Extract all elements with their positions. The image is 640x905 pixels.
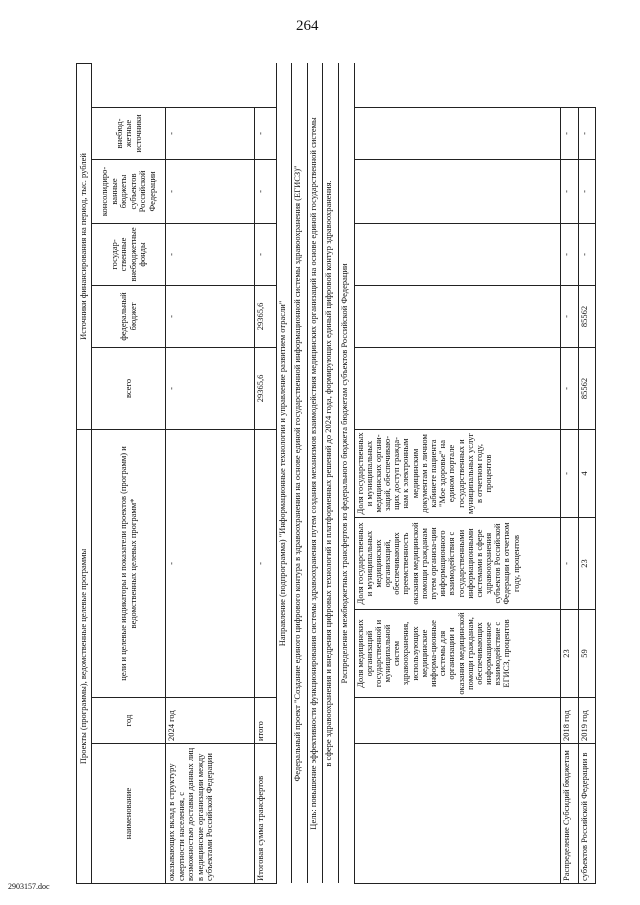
row-2018-ind2: - [561, 518, 578, 610]
rotated-table-page [76, 64, 596, 884]
distribution-heading: Распределение межбюджетных трансфертов из федерального бюджета бюджетам субъектов Российской Федерации [338, 63, 354, 883]
total-row-year: итого [254, 698, 276, 744]
row-2019-ind1: 59 [578, 610, 595, 698]
row-2019-consolidated: - [578, 159, 595, 223]
total-row-name: Итоговая сумма трансфертов [254, 744, 276, 884]
row-goals: - [166, 429, 255, 697]
row-2019-name: субъектов Российской Федерации в [578, 744, 595, 884]
goal-line-2: в сфере здравоохранения и внедрения цифровых технологий и платформенных решений до 2024 года, формирующих единый цифровой контур здравоохранения. [323, 63, 338, 883]
row-consolidated: - [166, 159, 255, 223]
indicator-1: Доля медицинских организаций государственной и муниципальной систем здравоохранения, использующих медицинские информа-ционные системы для организации и оказания медицинской помощи гражданам, обеспечивающих информационное взаимодействие с ЕГИСЗ, процентов [354, 610, 561, 698]
row-2019-extrabudget: - [578, 107, 595, 159]
row-2018-state-funds: - [561, 223, 578, 285]
sources-group-header: Источники финансирования на период, тыс. рублей [77, 63, 92, 429]
goal-line-1: Цель: повышение эффективности функционирования системы здравоохранения путем создания механизмов взаимодействия медицинских организаций на основе единой государственной системы [307, 63, 322, 883]
total-row-goals: - [254, 429, 276, 697]
row-2019-state-funds: - [578, 223, 595, 285]
row-2019-total: 85562 [578, 347, 595, 429]
row-2019-ind2: 23 [578, 518, 595, 610]
table-row [166, 63, 255, 883]
row-2018-extrabudget: - [561, 107, 578, 159]
row-2018-federal: - [561, 285, 578, 347]
state-funds-column-header: государ-ственные внебюджетные фонды [92, 223, 166, 285]
row-2019-ind3: 4 [578, 429, 595, 517]
projects-group-header: Проекты (программы), ведомственные целевые программы [77, 429, 92, 883]
row-2018-consolidated: - [561, 159, 578, 223]
indicators-row [354, 63, 561, 883]
total-row-state-funds: - [254, 223, 276, 285]
total-column-header: всего [92, 347, 166, 429]
row-name: оказывающих вклад в структуру смертности населения, с возможностью доставки данных лиц в медицинские организации между субъектами Российской Федерации [166, 744, 255, 884]
row-federal: - [166, 285, 255, 347]
file-name-footer: 2903157.doc [8, 882, 50, 891]
table-row [561, 63, 578, 883]
row-2019-federal: 85562 [578, 285, 595, 347]
federal-column-header: федеральный бюджет [92, 285, 166, 347]
projects-table [76, 63, 596, 884]
goals-column-header: цели и целевые индикаторы и показатели проектов (программ) и ведомственных целевых программ* [92, 429, 166, 697]
row-2018-ind1: 23 [561, 610, 578, 698]
row-2019-year: 2019 год [578, 698, 595, 744]
total-row-federal: 29365,6 [254, 285, 276, 347]
row-extrabudget: - [166, 107, 255, 159]
year-column-header: год [92, 698, 166, 744]
total-row-total: 29365,6 [254, 347, 276, 429]
page-number: 264 [296, 18, 319, 34]
row-total: - [166, 347, 255, 429]
row-year: 2024 год [166, 698, 255, 744]
row-state-funds: - [166, 223, 255, 285]
consolidated-column-header: консолидиро-ванные бюджеты субъектов Российской Федерации [92, 159, 166, 223]
name-column-header: наименование [92, 744, 166, 884]
row-2018-name: Распределение Субсидий бюджетам [561, 744, 578, 884]
total-row-extrabudget: - [254, 107, 276, 159]
indicator-3: Доля государственных и муниципальных медицинских органи-заций, обеспечиваю-щих доступ гражда-нам к электронным медицинским документам в личном кабинете пациента "Мое здоровье" на едином портале государственных и муниципальных услуг в отчетном году, процентов [354, 429, 561, 517]
table-row [254, 63, 276, 883]
row-2018-ind3: - [561, 429, 578, 517]
total-row-consolidated: - [254, 159, 276, 223]
indicator-2: Доля государственных и муниципальных медицинских организаций, обеспечивающих преемственность оказания медицинской помощи гражданам путем организа-ции информационного взаимодействия с государственными информационными системами в сфере здравоохранения субъектов Российской Федерации в отчетном году, процентов [354, 518, 561, 610]
row-2018-total: - [561, 347, 578, 429]
row-2018-year: 2018 год [561, 698, 578, 744]
direction-title: Направление (подпрограмма) "Информационные технологии и управление развитием отрасли" [277, 63, 292, 883]
federal-project-title: Федеральный проект "Создание единого цифрового контура в здравоохранении на основе единой государственной информационной системы здравоохранения (ЕГИСЗ)" [292, 63, 307, 883]
table-row [578, 63, 595, 883]
extrabudget-column-header: внебюд-жетные источники [92, 107, 166, 159]
